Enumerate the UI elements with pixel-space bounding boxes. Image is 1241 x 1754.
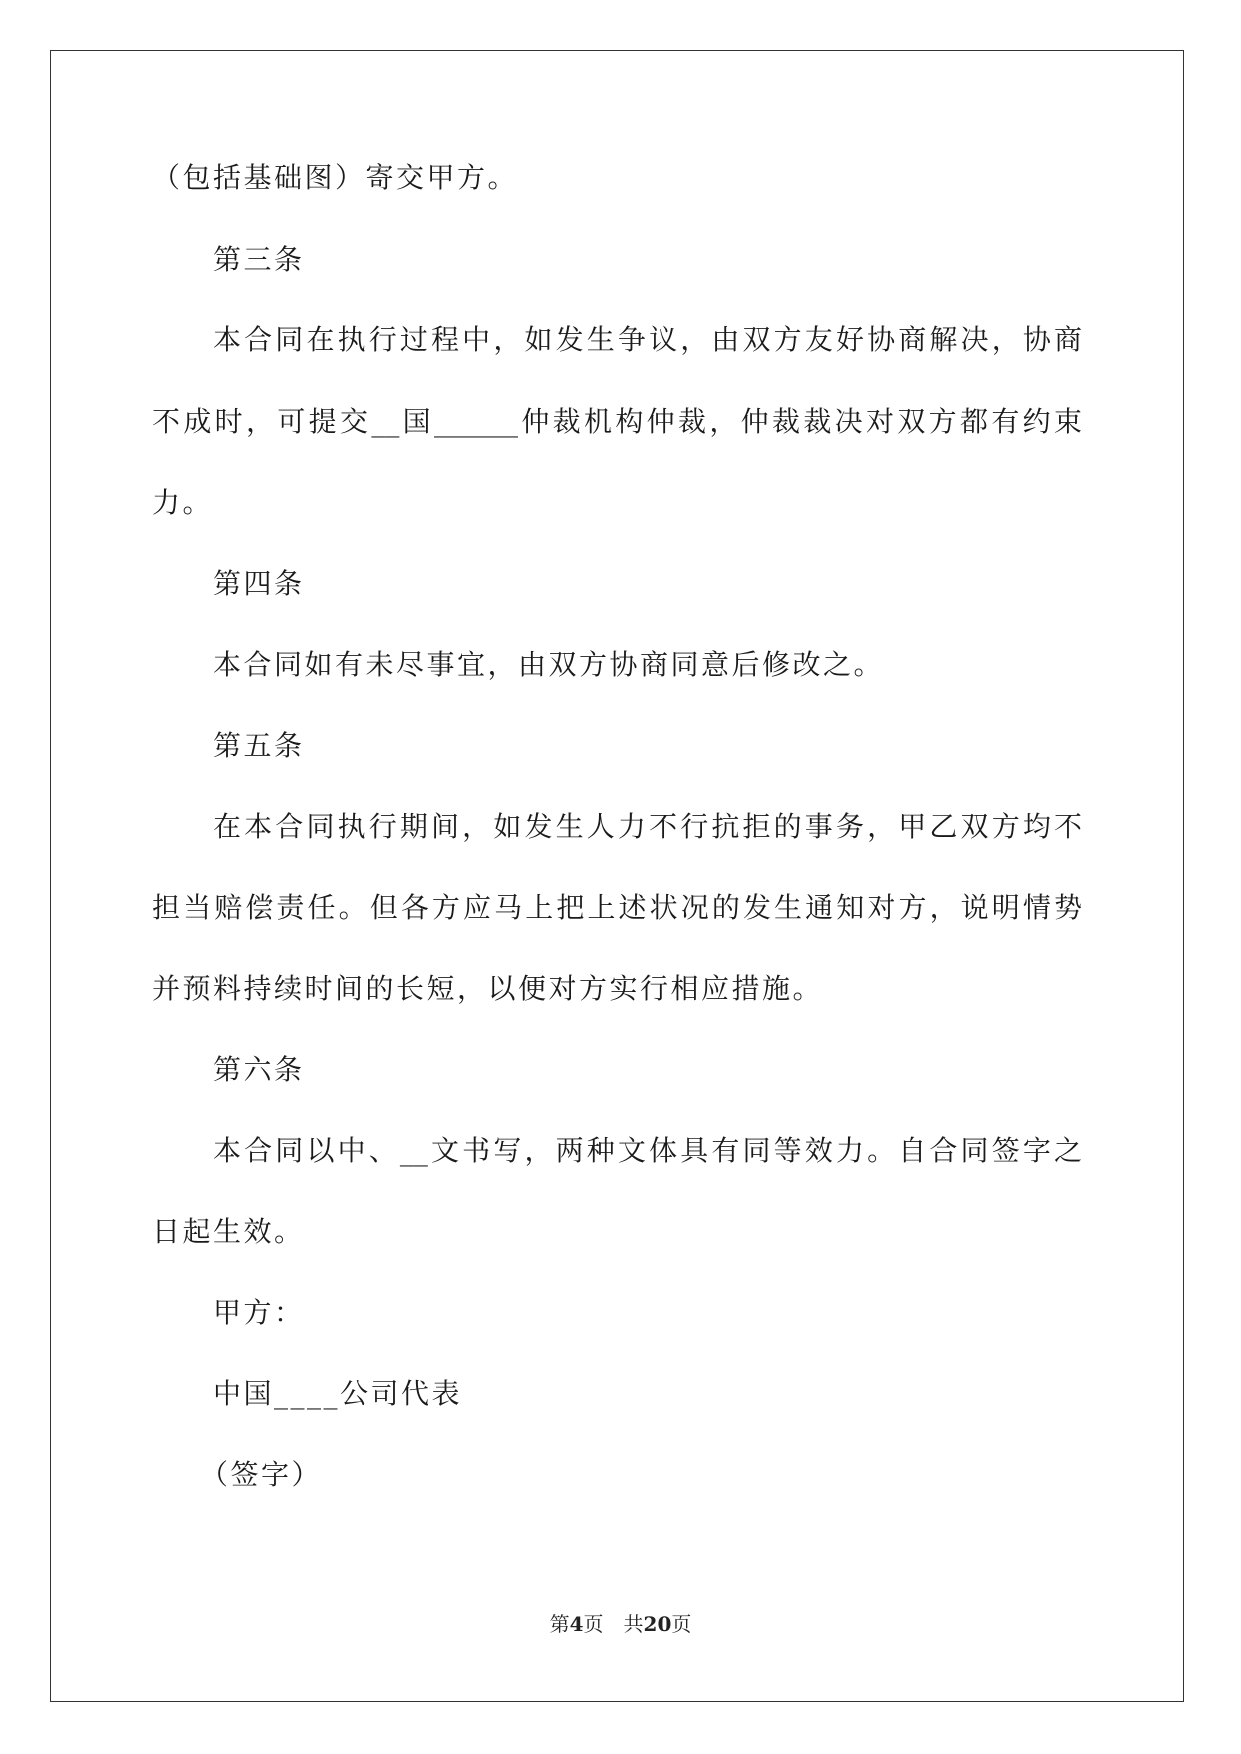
article-heading-4: 第四条 (213, 567, 305, 600)
footer-suffix: 页 (671, 1612, 692, 1636)
text-line: 力。 (152, 486, 214, 519)
footer-prefix: 第 (549, 1612, 570, 1636)
text-line: 不成时，可提交__国______仲裁机构仲裁，仲裁裁决对双方都有约束 (152, 405, 1082, 438)
text-line: 在本合同执行期间，如发生人力不行抗拒的事务，甲乙双方均不 (213, 810, 1082, 843)
article-heading-5: 第五条 (213, 729, 305, 762)
signature-label: （签字） (200, 1458, 323, 1491)
text-line: 日起生效。 (152, 1215, 305, 1248)
article-heading-3: 第三条 (213, 243, 305, 276)
footer-mid: 页 共 (583, 1612, 644, 1636)
text-line: 本合同在执行过程中，如发生争议，由双方友好协商解决，协商 (213, 323, 1082, 356)
text-line: 本合同以中、__文书写，两种文体具有同等效力。自合同签字之 (213, 1134, 1082, 1167)
text-line: 本合同如有未尽事宜，由双方协商同意后修改之。 (213, 648, 885, 681)
page-footer (0, 1610, 1241, 1638)
total-page-number: 20 (643, 1612, 672, 1636)
text-line: 担当赔偿责任。但各方应马上把上述状况的发生通知对方，说明情势 (152, 891, 1082, 924)
article-heading-6: 第六条 (213, 1053, 305, 1086)
party-a-label: 甲方： (213, 1296, 305, 1329)
current-page-number: 4 (569, 1612, 584, 1636)
text-line: （包括基础图）寄交甲方。 (152, 161, 519, 194)
company-representative: 中国____公司代表 (213, 1377, 463, 1410)
text-line: 并预料持续时间的长短，以便对方实行相应措施。 (152, 972, 824, 1005)
